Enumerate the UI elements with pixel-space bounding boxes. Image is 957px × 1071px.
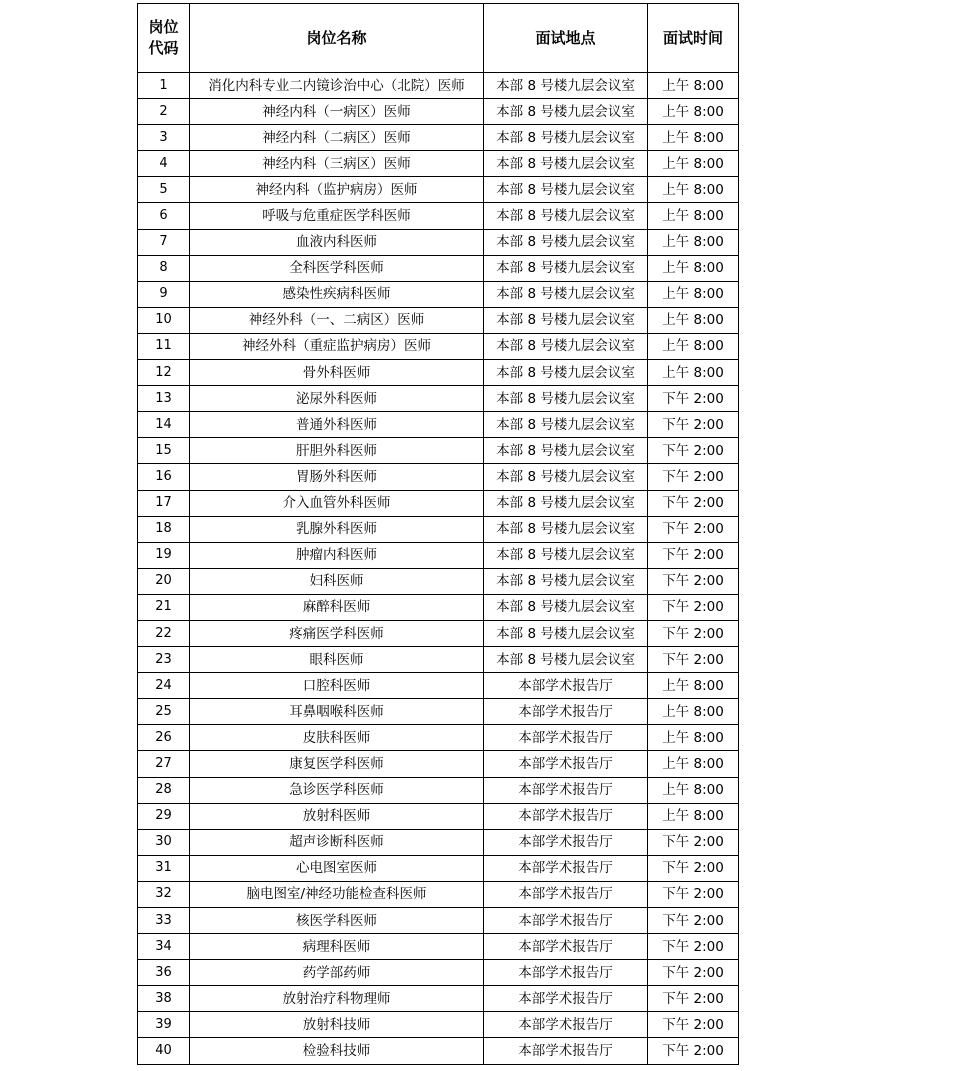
header-code-line2: 代码 [148,39,179,57]
position-name-cell: 普通外科医师 [190,412,484,438]
interview-location-cell: 本部学术报告厅 [484,1038,648,1064]
interview-location-cell: 本部 8 号楼九层会议室 [484,255,648,281]
interview-time-cell: 上午 8:00 [648,699,739,725]
interview-location-cell: 本部学术报告厅 [484,673,648,699]
interview-time-cell: 下午 2:00 [648,1012,739,1038]
interview-location-cell: 本部学术报告厅 [484,699,648,725]
table-row [138,881,739,907]
interview-time-cell: 上午 8:00 [648,725,739,751]
table-row [138,386,739,412]
interview-location-cell: 本部 8 号楼九层会议室 [484,647,648,673]
header-position-name: 岗位名称 [190,4,484,73]
position-code-cell: 15 [138,438,190,464]
position-code-cell: 22 [138,620,190,646]
interview-time-cell: 下午 2:00 [648,934,739,960]
interview-time-cell: 上午 8:00 [648,203,739,229]
position-name-cell: 病理科医师 [190,934,484,960]
interview-location-cell: 本部 8 号楼九层会议室 [484,386,648,412]
table-row [138,960,739,986]
table-row [138,177,739,203]
position-code-cell: 19 [138,542,190,568]
interview-location-cell: 本部 8 号楼九层会议室 [484,438,648,464]
table-row [138,412,739,438]
position-code-cell: 32 [138,881,190,907]
position-name-cell: 急诊医学科医师 [190,777,484,803]
table-row [138,620,739,646]
position-code-cell: 10 [138,307,190,333]
interview-time-cell: 下午 2:00 [648,412,739,438]
table-row [138,1038,739,1064]
position-code-cell: 9 [138,281,190,307]
position-code-cell: 5 [138,177,190,203]
position-name-cell: 介入血管外科医师 [190,490,484,516]
position-code-cell: 39 [138,1012,190,1038]
position-code-cell: 26 [138,725,190,751]
position-code-cell: 4 [138,151,190,177]
interview-time-cell: 上午 8:00 [648,73,739,99]
table-row [138,855,739,881]
interview-location-cell: 本部 8 号楼九层会议室 [484,490,648,516]
position-name-cell: 泌尿外科医师 [190,386,484,412]
position-name-cell: 脑电图室/神经功能检查科医师 [190,881,484,907]
table-row [138,673,739,699]
table-row [138,829,739,855]
interview-location-cell: 本部 8 号楼九层会议室 [484,516,648,542]
position-name-cell: 乳腺外科医师 [190,516,484,542]
position-name-cell: 口腔科医师 [190,673,484,699]
interview-location-cell: 本部 8 号楼九层会议室 [484,542,648,568]
interview-location-cell: 本部 8 号楼九层会议室 [484,203,648,229]
interview-time-cell: 上午 8:00 [648,673,739,699]
table-row [138,594,739,620]
position-code-cell: 33 [138,908,190,934]
position-name-cell: 心电图室医师 [190,855,484,881]
position-code-cell: 40 [138,1038,190,1064]
position-name-cell: 肿瘤内科医师 [190,542,484,568]
interview-location-cell: 本部学术报告厅 [484,803,648,829]
position-name-cell: 神经内科（二病区）医师 [190,125,484,151]
interview-time-cell: 下午 2:00 [648,516,739,542]
position-code-cell: 2 [138,99,190,125]
position-name-cell: 核医学科医师 [190,908,484,934]
header-row [138,4,739,73]
interview-time-cell: 下午 2:00 [648,881,739,907]
header-position-code [138,4,190,73]
interview-time-cell: 下午 2:00 [648,386,739,412]
interview-time-cell: 下午 2:00 [648,594,739,620]
interview-time-cell: 上午 8:00 [648,333,739,359]
interview-location-cell: 本部 8 号楼九层会议室 [484,620,648,646]
interview-location-cell: 本部学术报告厅 [484,934,648,960]
position-name-cell: 检验科技师 [190,1038,484,1064]
interview-time-cell: 下午 2:00 [648,438,739,464]
position-name-cell: 麻醉科医师 [190,594,484,620]
position-name-cell: 全科医学科医师 [190,255,484,281]
position-name-cell: 药学部药师 [190,960,484,986]
position-code-cell: 11 [138,333,190,359]
position-name-cell: 耳鼻咽喉科医师 [190,699,484,725]
position-code-cell: 18 [138,516,190,542]
position-name-cell: 眼科医师 [190,647,484,673]
interview-time-cell: 下午 2:00 [648,960,739,986]
position-name-cell: 感染性疾病科医师 [190,281,484,307]
interview-location-cell: 本部 8 号楼九层会议室 [484,594,648,620]
table-row [138,151,739,177]
table-row [138,803,739,829]
position-code-cell: 12 [138,360,190,386]
table-row [138,255,739,281]
position-name-cell: 疼痛医学科医师 [190,620,484,646]
interview-location-cell: 本部 8 号楼九层会议室 [484,307,648,333]
table-row [138,307,739,333]
table-row [138,777,739,803]
position-name-cell: 血液内科医师 [190,229,484,255]
position-name-cell: 胃肠外科医师 [190,464,484,490]
table-row [138,1012,739,1038]
interview-time-cell: 上午 8:00 [648,229,739,255]
interview-location-cell: 本部 8 号楼九层会议室 [484,229,648,255]
position-name-cell: 肝胆外科医师 [190,438,484,464]
position-code-cell: 21 [138,594,190,620]
table-row [138,908,739,934]
position-code-cell: 30 [138,829,190,855]
table-row [138,751,739,777]
position-code-cell: 36 [138,960,190,986]
position-name-cell: 妇科医师 [190,568,484,594]
interview-location-cell: 本部 8 号楼九层会议室 [484,464,648,490]
interview-location-cell: 本部学术报告厅 [484,960,648,986]
interview-location-cell: 本部学术报告厅 [484,777,648,803]
interview-location-cell: 本部 8 号楼九层会议室 [484,151,648,177]
position-code-cell: 7 [138,229,190,255]
position-name-cell: 呼吸与危重症医学科医师 [190,203,484,229]
header-code-line1: 岗位 [148,18,179,36]
interview-time-cell: 上午 8:00 [648,255,739,281]
interview-time-cell: 下午 2:00 [648,986,739,1012]
table-row [138,229,739,255]
table-row [138,542,739,568]
position-code-cell: 20 [138,568,190,594]
interview-location-cell: 本部学术报告厅 [484,829,648,855]
interview-location-cell: 本部 8 号楼九层会议室 [484,412,648,438]
table-row [138,203,739,229]
interview-time-cell: 上午 8:00 [648,751,739,777]
interview-time-cell: 上午 8:00 [648,151,739,177]
position-code-cell: 28 [138,777,190,803]
position-code-cell: 17 [138,490,190,516]
interview-time-cell: 上午 8:00 [648,99,739,125]
interview-location-cell: 本部学术报告厅 [484,986,648,1012]
position-code-cell: 13 [138,386,190,412]
table-row [138,125,739,151]
interview-time-cell: 下午 2:00 [648,542,739,568]
table-row [138,934,739,960]
position-code-cell: 29 [138,803,190,829]
table-row [138,490,739,516]
interview-time-cell: 上午 8:00 [648,777,739,803]
table-row [138,699,739,725]
position-name-cell: 超声诊断科医师 [190,829,484,855]
position-code-cell: 14 [138,412,190,438]
interview-time-cell: 下午 2:00 [648,464,739,490]
interview-location-cell: 本部 8 号楼九层会议室 [484,360,648,386]
position-name-cell: 康复医学科医师 [190,751,484,777]
interview-location-cell: 本部 8 号楼九层会议室 [484,281,648,307]
table-row [138,725,739,751]
interview-time-cell: 下午 2:00 [648,647,739,673]
interview-location-cell: 本部 8 号楼九层会议室 [484,125,648,151]
position-name-cell: 放射治疗科物理师 [190,986,484,1012]
table-row [138,438,739,464]
table-row [138,333,739,359]
position-code-cell: 23 [138,647,190,673]
table-row [138,647,739,673]
position-code-cell: 31 [138,855,190,881]
position-code-cell: 25 [138,699,190,725]
table-row [138,73,739,99]
interview-location-cell: 本部学术报告厅 [484,881,648,907]
interview-location-cell: 本部 8 号楼九层会议室 [484,333,648,359]
interview-time-cell: 上午 8:00 [648,803,739,829]
position-name-cell: 神经外科（一、二病区）医师 [190,307,484,333]
position-code-cell: 16 [138,464,190,490]
interview-time-cell: 上午 8:00 [648,281,739,307]
table-row [138,360,739,386]
position-code-cell: 8 [138,255,190,281]
position-name-cell: 皮肤科医师 [190,725,484,751]
table-row [138,516,739,542]
interview-time-cell: 下午 2:00 [648,490,739,516]
position-name-cell: 神经内科（一病区）医师 [190,99,484,125]
interview-schedule-table [137,3,739,1065]
table-row [138,464,739,490]
position-code-cell: 1 [138,73,190,99]
position-code-cell: 34 [138,934,190,960]
interview-time-cell: 下午 2:00 [648,908,739,934]
interview-time-cell: 下午 2:00 [648,1038,739,1064]
header-interview-time: 面试时间 [648,4,739,73]
position-name-cell: 骨外科医师 [190,360,484,386]
interview-location-cell: 本部 8 号楼九层会议室 [484,99,648,125]
position-code-cell: 3 [138,125,190,151]
interview-location-cell: 本部学术报告厅 [484,1012,648,1038]
interview-location-cell: 本部 8 号楼九层会议室 [484,73,648,99]
position-name-cell: 放射科技师 [190,1012,484,1038]
interview-time-cell: 上午 8:00 [648,360,739,386]
header-interview-location: 面试地点 [484,4,648,73]
position-name-cell: 放射科医师 [190,803,484,829]
interview-time-cell: 上午 8:00 [648,307,739,333]
interview-location-cell: 本部学术报告厅 [484,725,648,751]
interview-time-cell: 上午 8:00 [648,177,739,203]
position-code-cell: 24 [138,673,190,699]
interview-location-cell: 本部 8 号楼九层会议室 [484,568,648,594]
position-code-cell: 38 [138,986,190,1012]
interview-time-cell: 下午 2:00 [648,568,739,594]
interview-location-cell: 本部 8 号楼九层会议室 [484,177,648,203]
interview-time-cell: 下午 2:00 [648,855,739,881]
interview-location-cell: 本部学术报告厅 [484,751,648,777]
interview-time-cell: 下午 2:00 [648,620,739,646]
interview-time-cell: 下午 2:00 [648,829,739,855]
table-row [138,99,739,125]
position-name-cell: 神经外科（重症监护病房）医师 [190,333,484,359]
position-name-cell: 消化内科专业二内镜诊治中心（北院）医师 [190,73,484,99]
table-row [138,568,739,594]
interview-location-cell: 本部学术报告厅 [484,908,648,934]
position-name-cell: 神经内科（监护病房）医师 [190,177,484,203]
interview-location-cell: 本部学术报告厅 [484,855,648,881]
position-code-cell: 6 [138,203,190,229]
position-name-cell: 神经内科（三病区）医师 [190,151,484,177]
table-row [138,986,739,1012]
position-code-cell: 27 [138,751,190,777]
table-row [138,281,739,307]
interview-time-cell: 上午 8:00 [648,125,739,151]
